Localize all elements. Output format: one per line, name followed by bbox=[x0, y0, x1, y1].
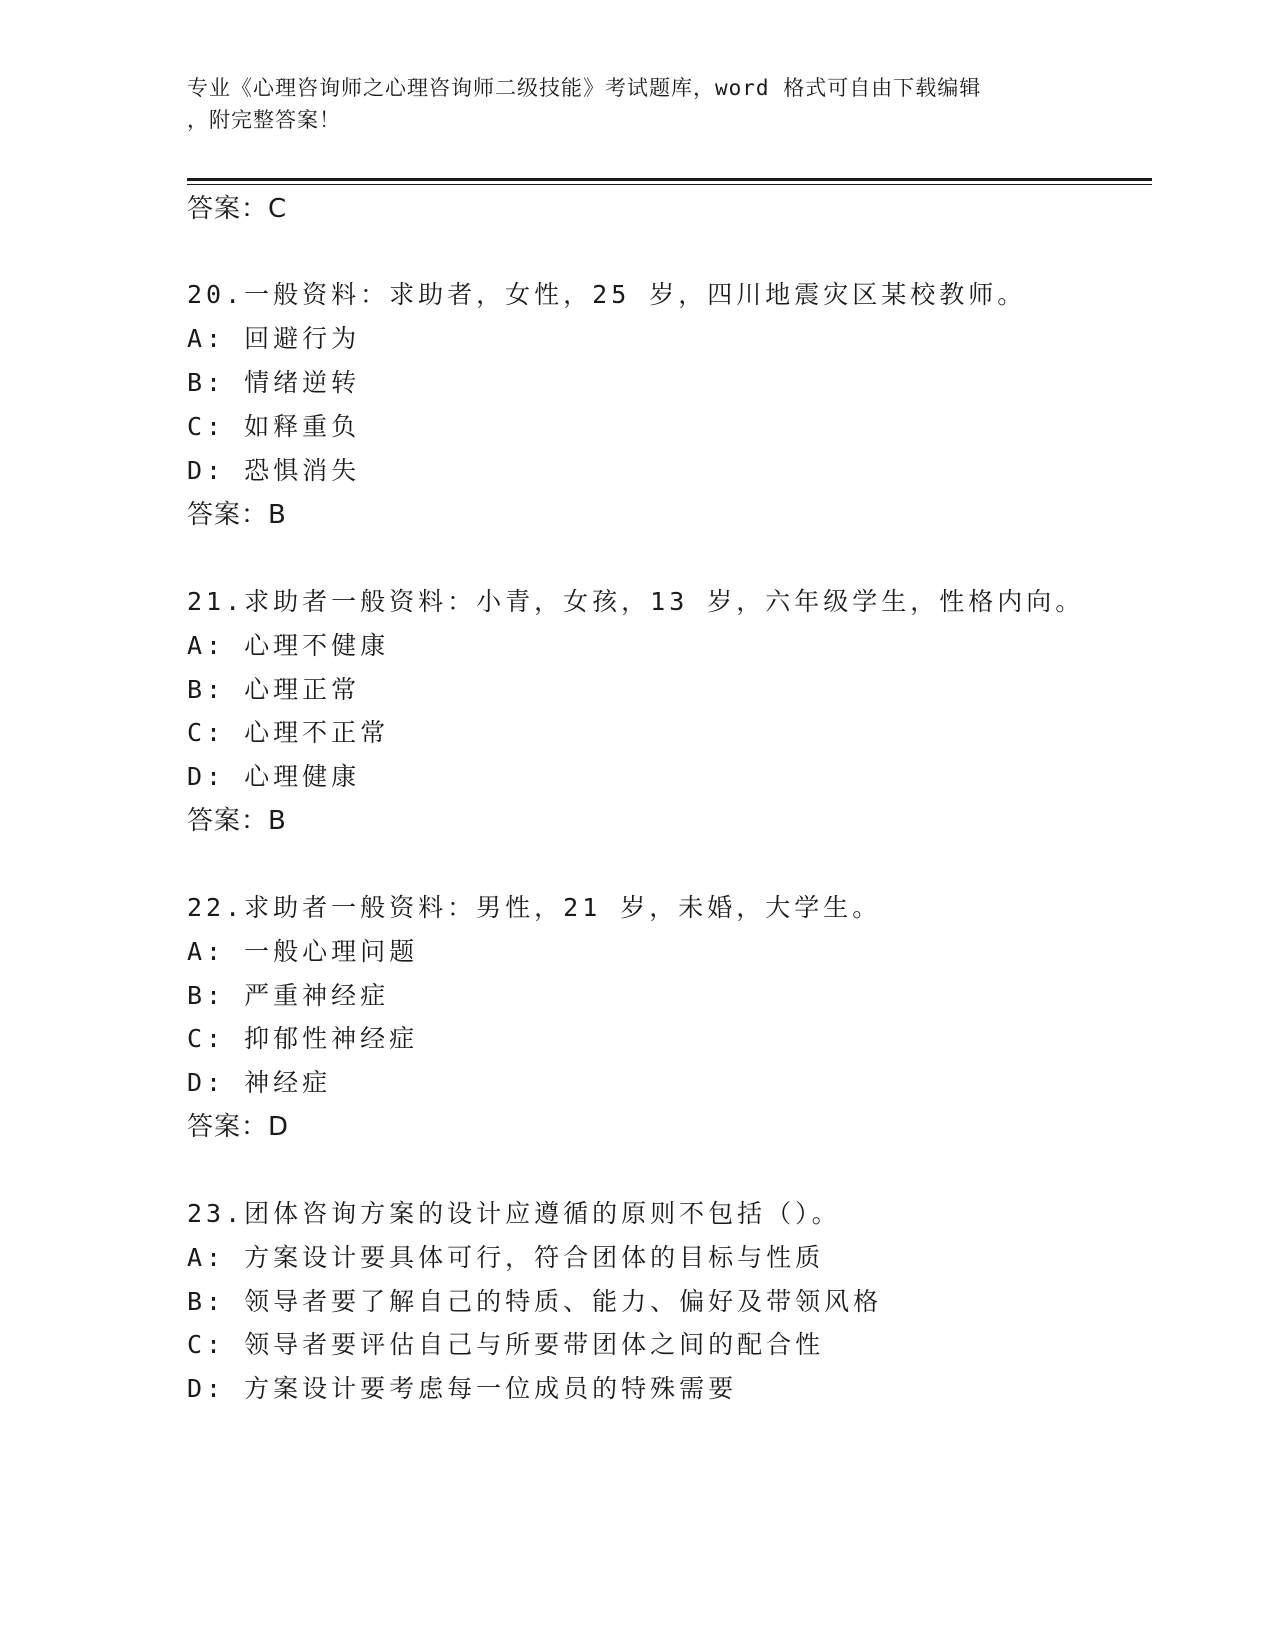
question-20-option-b: B: 情绪逆转 bbox=[187, 368, 361, 397]
question-21-option-b: B: 心理正常 bbox=[187, 675, 361, 704]
document-header bbox=[187, 72, 1087, 136]
question-23-stem: 23.团体咨询方案的设计应遵循的原则不包括（）。 bbox=[187, 1199, 841, 1228]
question-21-stem: 21.求助者一般资料：小青，女孩，13 岁，六年级学生，性格内向。 bbox=[187, 587, 1085, 616]
question-22-stem: 22.求助者一般资料：男性，21 岁，未婚，大学生。 bbox=[187, 893, 882, 922]
question-22-option-d: D: 神经症 bbox=[187, 1068, 332, 1097]
header-divider-thin bbox=[187, 184, 1152, 185]
header-line-2: ，附完整答案！ bbox=[187, 108, 341, 132]
header-line-1: 专业《心理咨询师之心理咨询师二级技能》考试题库，word 格式可自由下载编辑 bbox=[187, 76, 982, 100]
question-20-option-c: C: 如释重负 bbox=[187, 412, 361, 441]
question-21-option-d: D: 心理健康 bbox=[187, 762, 361, 791]
question-20-answer: 答案：B bbox=[187, 500, 287, 530]
question-20-stem: 20.一般资料：求助者，女性，25 岁，四川地震灾区某校教师。 bbox=[187, 280, 1027, 309]
question-22-option-a: A: 一般心理问题 bbox=[187, 937, 419, 966]
question-20-option-d: D: 恐惧消失 bbox=[187, 456, 361, 485]
question-21-option-c: C: 心理不正常 bbox=[187, 718, 390, 747]
question-23-option-c: C: 领导者要评估自己与所要带团体之间的配合性 bbox=[187, 1330, 825, 1359]
question-21-answer: 答案：B bbox=[187, 806, 287, 836]
previous-answer: 答案：C bbox=[187, 194, 288, 224]
question-23-option-d: D: 方案设计要考虑每一位成员的特殊需要 bbox=[187, 1374, 738, 1403]
question-23-option-b: B: 领导者要了解自己的特质、能力、偏好及带领风格 bbox=[187, 1287, 883, 1316]
question-22-option-c: C: 抑郁性神经症 bbox=[187, 1024, 419, 1053]
question-22-answer: 答案：D bbox=[187, 1112, 290, 1142]
header-divider-thick bbox=[187, 178, 1152, 181]
question-21-option-a: A: 心理不健康 bbox=[187, 631, 390, 660]
question-20-option-a: A: 回避行为 bbox=[187, 324, 361, 353]
question-23-option-a: A: 方案设计要具体可行，符合团体的目标与性质 bbox=[187, 1243, 825, 1272]
question-22-option-b: B: 严重神经症 bbox=[187, 981, 390, 1010]
